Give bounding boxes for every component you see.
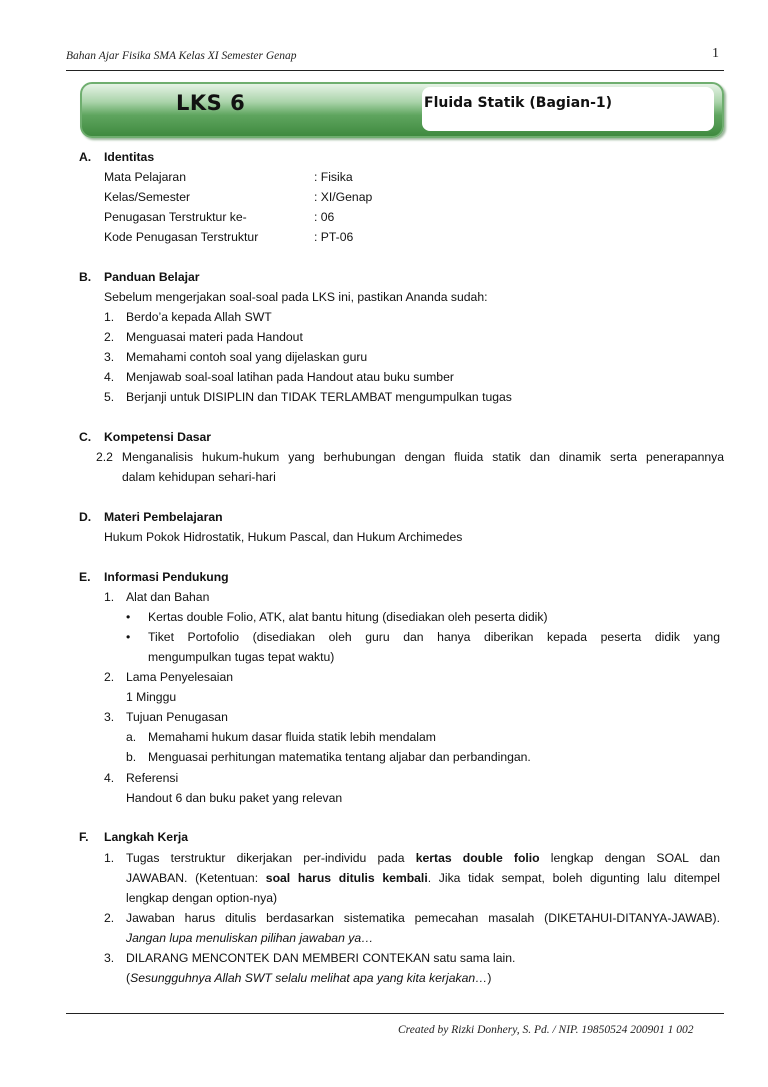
bullet-icon: • — [126, 630, 131, 644]
section-c-title: Kompetensi Dasar — [104, 430, 212, 444]
running-header: Bahan Ajar Fisika SMA Kelas XI Semester Genap — [66, 50, 297, 62]
list-number: 1. — [104, 590, 115, 604]
list-number: 4. — [104, 370, 115, 384]
duration-text: 1 Minggu — [126, 690, 177, 704]
paren-close: ) — [487, 971, 492, 985]
list-number: 1. — [104, 310, 115, 324]
step-note — [126, 971, 491, 985]
reference-text: Handout 6 dan buku paket yang relevan — [126, 791, 343, 805]
list-number: 4. — [104, 771, 115, 785]
section-f-title: Langkah Kerja — [104, 830, 188, 844]
step-text: JAWABAN. (Ketentuan: — [126, 871, 266, 885]
identity-label: Kelas/Semester — [104, 190, 191, 204]
section-f-letter: F. — [79, 830, 89, 844]
competency-line: 2.2 Menganalisis hukum-hukum yang berhubungan dengan fluida statik dan dinamik serta penerapannya — [96, 450, 724, 464]
section-a-letter: A. — [79, 150, 92, 164]
list-letter: b. — [126, 750, 137, 764]
paren-open: ( — [126, 971, 131, 985]
lks-title: LKS 6 — [176, 91, 246, 115]
section-b-title: Panduan Belajar — [104, 270, 200, 284]
step-text: Tugas terstruktur dikerjakan per-individu pada — [126, 851, 416, 865]
list-number: 2. — [104, 911, 115, 925]
step-text: . Jika tidak sempat, boleh digunting lalu ditempel — [427, 871, 721, 885]
identity-label: Penugasan Terstruktur ke- — [104, 210, 247, 224]
identity-value: : 06 — [314, 210, 335, 224]
step-emphasis: kertas double folio — [415, 851, 540, 865]
identity-label: Kode Penugasan Terstruktur — [104, 230, 259, 244]
section-b-intro: Sebelum mengerjakan soal-soal pada LKS ini, pastikan Ananda sudah: — [104, 290, 488, 304]
section-e-letter: E. — [79, 570, 91, 584]
step-emphasis: soal harus ditulis kembali — [265, 871, 428, 885]
list-number: 3. — [104, 951, 115, 965]
step-line: DILARANG MENCONTEK DAN MEMBERI CONTEKAN satu sama lain. — [126, 951, 516, 965]
objective-item: Menguasai perhitungan matematika tentang aljabar dan perbandingan. — [148, 750, 531, 764]
competency-line: dalam kehidupan sehari-hari — [122, 470, 276, 484]
page-number: 1 — [712, 46, 719, 61]
identity-value: : Fisika — [314, 170, 353, 184]
list-item: Memahami contoh soal yang dijelaskan guru — [126, 350, 368, 364]
section-d-letter: D. — [79, 510, 92, 524]
list-number: 2. — [104, 670, 115, 684]
list-number: 2. — [104, 330, 115, 344]
bullet-item: Kertas double Folio, ATK, alat bantu hitung (disediakan oleh peserta didik) — [148, 610, 548, 624]
list-item: Menguasai materi pada Handout — [126, 330, 303, 344]
list-item: Berjanji untuk DISIPLIN dan TIDAK TERLAMBAT mengumpulkan tugas — [126, 390, 512, 404]
identity-value: : PT-06 — [314, 230, 354, 244]
list-number: 1. — [104, 851, 115, 865]
subsection-title: Tujuan Penugasan — [126, 710, 228, 724]
bullet-icon: • — [126, 610, 131, 624]
identity-label: Mata Pelajaran — [104, 170, 186, 184]
footer-credit: Created by Rizki Donhery, S. Pd. / NIP. 19850524 200901 1 002 — [398, 1024, 694, 1036]
objective-item: Memahami hukum dasar fluida statik lebih mendalam — [148, 730, 436, 744]
step-line — [126, 871, 720, 889]
step-text: lengkap dengan SOAL dan — [539, 851, 720, 865]
lks-subtitle: Fluida Statik (Bagian-1) — [424, 95, 613, 111]
subsection-title: Alat dan Bahan — [126, 590, 210, 604]
subsection-title: Referensi — [126, 771, 179, 785]
bullet-item-continued: mengumpulkan tugas tepat waktu) — [148, 650, 335, 664]
footer-divider — [66, 1013, 724, 1014]
section-c-letter: C. — [79, 430, 92, 444]
list-item: Menjawab soal-soal latihan pada Handout atau buku sumber — [126, 370, 454, 384]
subsection-title: Lama Penyelesaian — [126, 670, 234, 684]
list-number: 3. — [104, 350, 115, 364]
section-a-title: Identitas — [104, 150, 155, 164]
list-number: 3. — [104, 710, 115, 724]
step-note: Jangan lupa menuliskan pilihan jawaban ya… — [126, 931, 374, 945]
section-b-letter: B. — [79, 270, 92, 284]
step-line — [126, 851, 720, 869]
learning-material: Hukum Pokok Hidrostatik, Hukum Pascal, dan Hukum Archimedes — [104, 530, 463, 544]
section-d-title: Materi Pembelajaran — [104, 510, 223, 524]
step-note-italic: Sesungguhnya Allah SWT selalu melihat apa yang kita kerjakan… — [130, 971, 488, 985]
step-line: lengkap dengan option-nya) — [126, 891, 278, 905]
header-divider — [66, 70, 724, 71]
list-item: Berdo’a kepada Allah SWT — [126, 310, 272, 324]
list-number: 5. — [104, 390, 115, 404]
bullet-item: Tiket Portofolio (disediakan oleh guru dan hanya diberikan kepada peserta didik yang — [148, 630, 720, 644]
step-line: Jawaban harus ditulis berdasarkan sistematika pemecahan masalah (DIKETAHUI-DITANYA-JAWAB). — [126, 911, 720, 925]
list-letter: a. — [126, 730, 137, 744]
section-e-title: Informasi Pendukung — [104, 570, 229, 584]
identity-value: : XI/Genap — [314, 190, 373, 204]
